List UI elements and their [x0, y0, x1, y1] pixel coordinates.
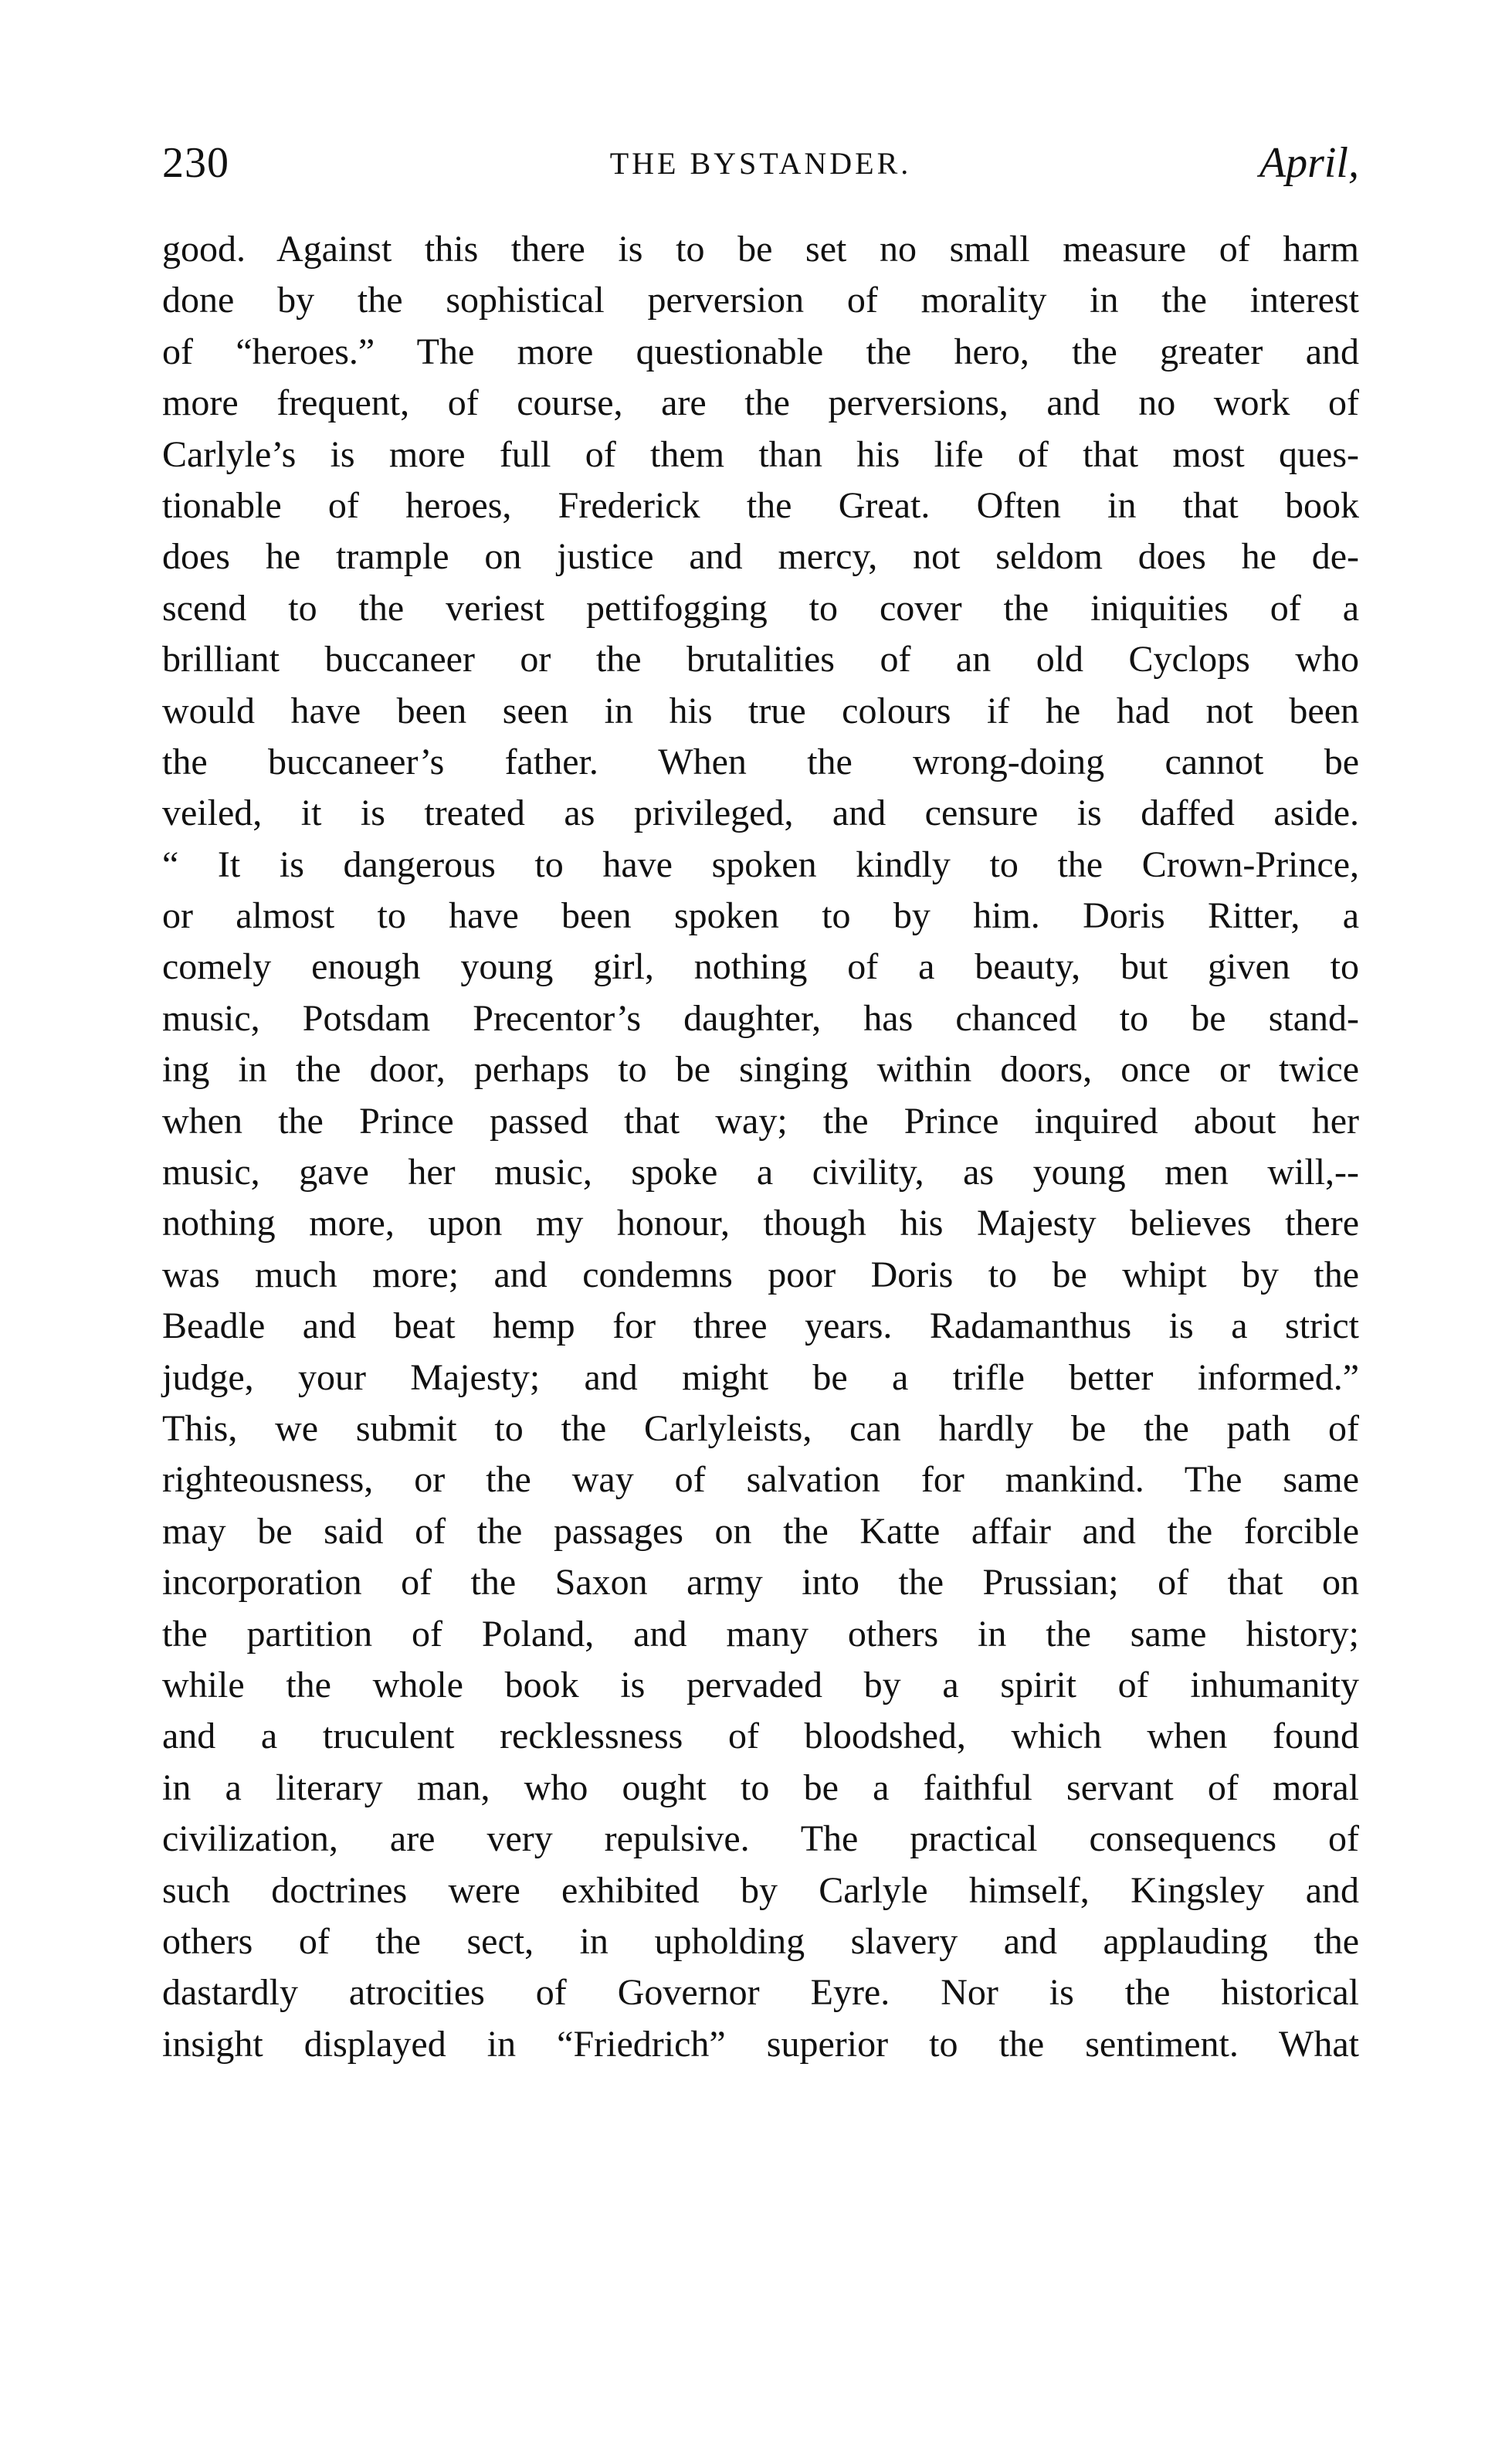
text-line: the partition of Poland, and many others in the same history; — [162, 1613, 1359, 1655]
text-line: others of the sect, in upholding slavery and applauding the — [162, 1920, 1359, 1962]
text-line: “ It is dangerous to have spoken kindly to the Crown-Prince, — [162, 843, 1359, 885]
text-line: more frequent, of course, are the perversions, and no work of — [162, 382, 1359, 424]
text-line: tionable of heroes, Frederick the Great. Often in that book — [162, 484, 1359, 526]
running-month: April, — [1259, 139, 1359, 187]
text-line: This, we submit to the Carlyleists, can hardly be the path of — [162, 1407, 1359, 1449]
text-line: when the Prince passed that way; the Prince inquired about her — [162, 1100, 1359, 1142]
text-line: Beadle and beat hemp for three years. Radamanthus is a strict — [162, 1305, 1359, 1347]
text-line: incorporation of the Saxon army into the Prussian; of that on — [162, 1562, 1359, 1604]
text-line: or almost to have been spoken to by him. Doris Ritter, a — [162, 895, 1359, 937]
text-line: righteousness, or the way of salvation for mankind. The same — [162, 1459, 1359, 1501]
body-text — [162, 224, 1359, 2070]
text-line: of “heroes.” The more questionable the hero, the greater and — [162, 331, 1359, 372]
text-line: music, Potsdam Precentor’s daughter, has chanced to be stand- — [162, 997, 1359, 1039]
text-line: nothing more, upon my honour, though his Majesty believes there — [162, 1203, 1359, 1244]
text-line: does he trample on justice and mercy, not seldom does he de- — [162, 536, 1359, 578]
text-line: may be said of the passages on the Katte affair and the forcible — [162, 1510, 1359, 1552]
running-title: THE BYSTANDER. — [609, 146, 912, 181]
text-line: Carlyle’s is more full of them than his life of that most ques- — [162, 433, 1359, 475]
text-line: in a literary man, who ought to be a faithful servant of moral — [162, 1767, 1359, 1808]
text-line: while the whole book is pervaded by a spirit of inhumanity — [162, 1664, 1359, 1705]
running-head — [162, 136, 1359, 190]
text-line: scend to the veriest pettifogging to cover the iniquities of a — [162, 587, 1359, 629]
text-line: judge, your Majesty; and might be a trifle better informed.” — [162, 1356, 1359, 1398]
text-line: would have been seen in his true colours if he had not been — [162, 690, 1359, 731]
text-line: such doctrines were exhibited by Carlyle himself, Kingsley and — [162, 1869, 1359, 1911]
text-line: civilization, are very repulsive. The practical consequencs of — [162, 1818, 1359, 1860]
text-line: and a truculent recklessness of bloodshed, which when found — [162, 1716, 1359, 1757]
text-line: brilliant buccaneer or the brutalities of an old Cyclops who — [162, 639, 1359, 680]
text-line: comely enough young girl, nothing of a beauty, but given to — [162, 946, 1359, 988]
text-line: ing in the door, perhaps to be singing within doors, once or twice — [162, 1049, 1359, 1091]
text-line: music, gave her music, spoke a civility, as young men will,-- — [162, 1152, 1359, 1193]
text-line: veiled, it is treated as privileged, and censure is daffed aside. — [162, 792, 1359, 834]
page-number: 230 — [162, 139, 229, 187]
text-line: done by the sophistical perversion of morality in the interest — [162, 280, 1359, 321]
text-line: dastardly atrocities of Governor Eyre. Nor is the historical — [162, 1972, 1359, 2014]
text-line: insight displayed in “Friedrich” superior to the sentiment. What — [162, 2023, 1359, 2065]
text-line: the buccaneer’s father. When the wrong-doing cannot be — [162, 741, 1359, 782]
text-line: was much more; and condemns poor Doris to be whipt by the — [162, 1254, 1359, 1295]
text-line: good. Against this there is to be set no small measure of harm — [162, 229, 1359, 270]
